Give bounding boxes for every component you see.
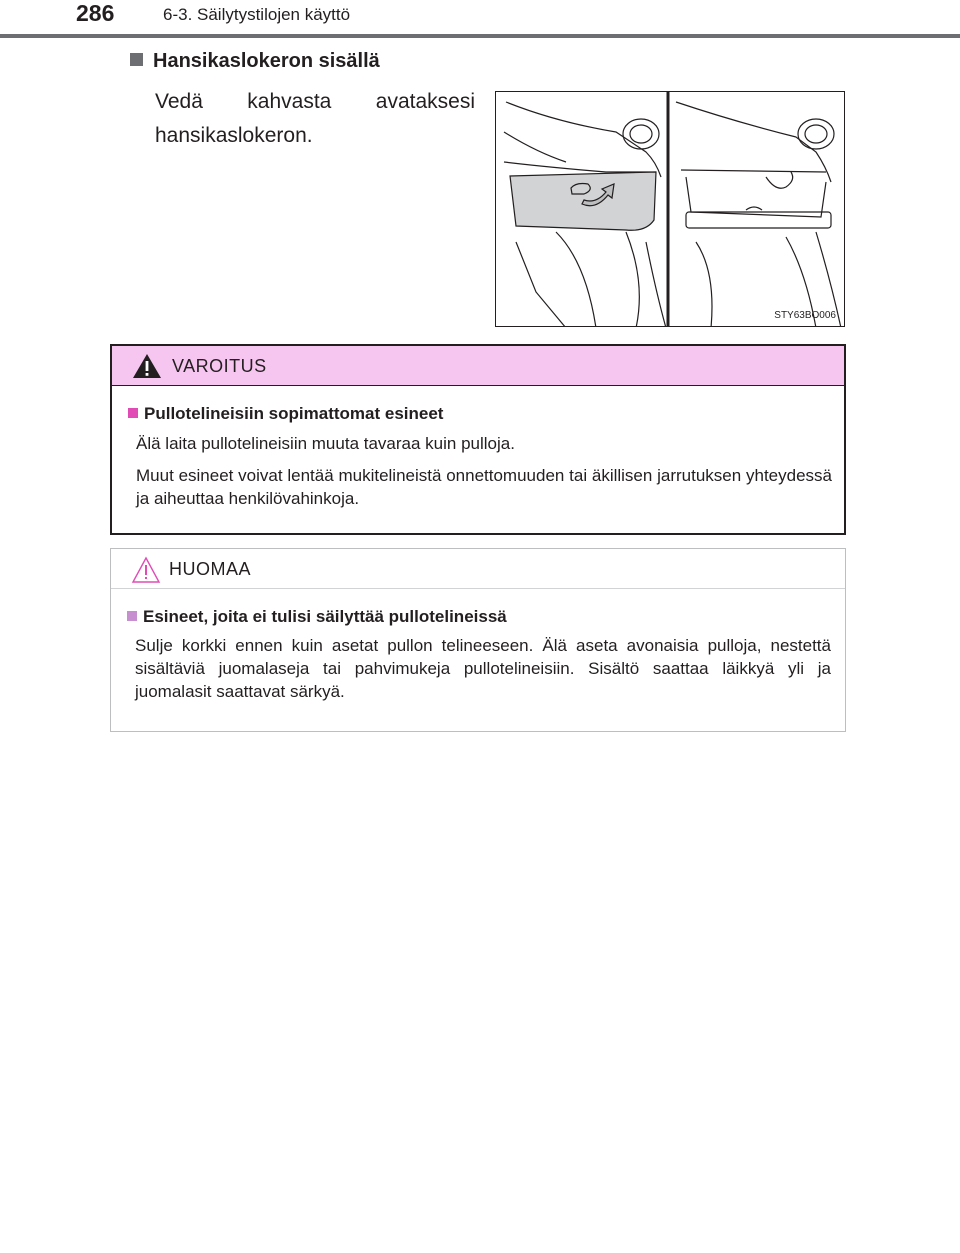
notice-paragraph: Sulje korkki ennen kuin asetat pullon telineeseen. Älä aseta avonaisia pulloja, nestettä sisältäviä juomalaseja tai pahvimukeja pullotelineisiin. Sisältö saattaa läikkyä yli ja juomalasit saattavat särkyä. [135, 636, 831, 701]
warning-header [112, 346, 844, 386]
page-number: 286 [76, 0, 115, 26]
notice-box [110, 548, 846, 732]
notice-subtitle-text: Esineet, joita ei tulisi säilyttää pullotelineissä [143, 607, 507, 626]
section-title-text: Hansikaslokeron sisällä [153, 50, 380, 72]
notice-header [111, 549, 845, 589]
warning-subtitle-text: Pullotelineisiin sopimattomat esineet [144, 404, 444, 423]
intro-text: Vedä kahvasta avataksesi hansikaslokeron. [155, 90, 475, 147]
section-title [130, 50, 380, 73]
header-rule [0, 34, 960, 38]
chapter-title: 6-3. Säilytystilojen käyttö [163, 5, 351, 24]
square-bullet-icon [127, 611, 137, 621]
glovebox-illustration [495, 91, 845, 327]
warning-label: VAROITUS [172, 356, 267, 376]
warning-box [110, 344, 846, 535]
notice-subtitle [127, 607, 507, 627]
page-header [0, 0, 960, 40]
caution-triangle-icon [131, 556, 161, 584]
square-bullet-icon [130, 53, 143, 66]
notice-label: HUOMAA [169, 559, 252, 579]
warning-paragraph-1: Älä laita pullotelineisiin muuta tavaraa kuin pulloja. [136, 434, 515, 453]
warning-subtitle [128, 404, 443, 424]
warning-triangle-icon [132, 353, 162, 379]
square-bullet-icon [128, 408, 138, 418]
glovebox-drawing [496, 92, 845, 327]
warning-paragraph-2: Muut esineet voivat lentää mukitelineistä onnettomuuden tai äkillisen jarrutuksen yhteydessä ja aiheuttaa henkilövahinkoja. [136, 466, 832, 508]
figure-code: STY63BO006 [774, 310, 836, 321]
